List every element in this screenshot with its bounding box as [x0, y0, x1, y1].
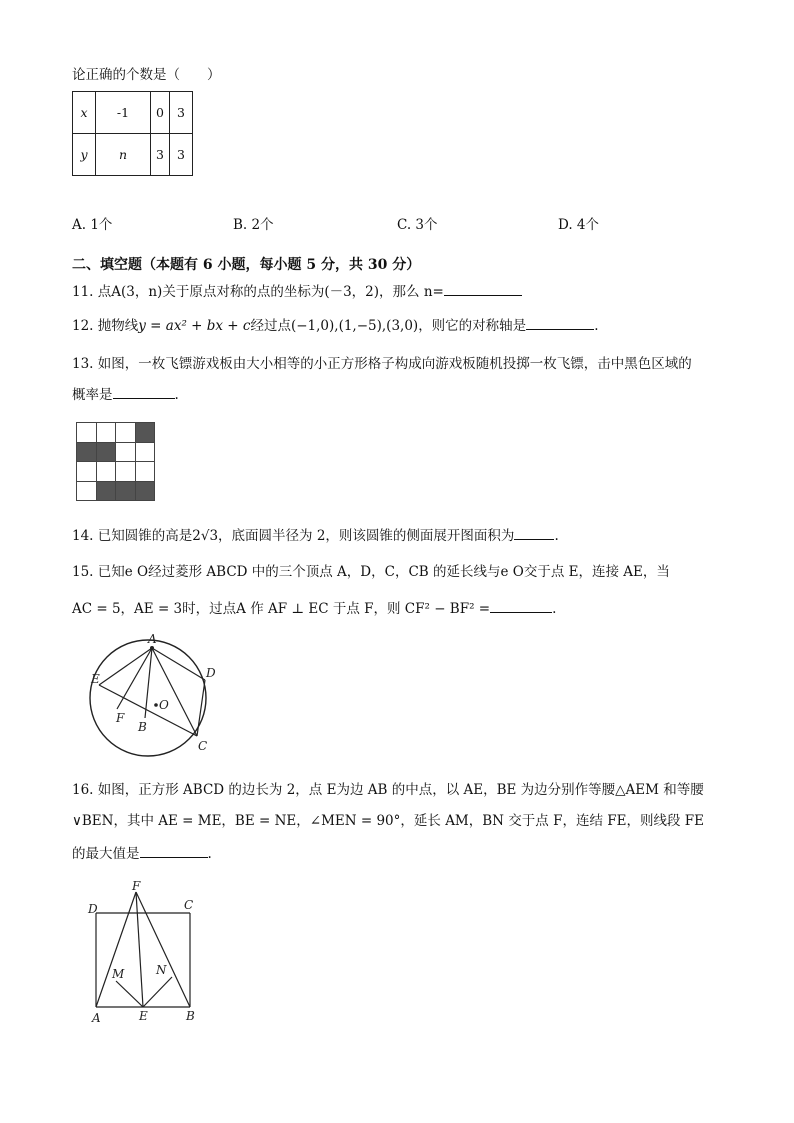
label-b: B [186, 1009, 195, 1023]
question-16-line2: ∨BEN，其中 AE = ME，BE = NE，∠MEN = 90°，延长 AM，BN 交于点 F，连结 FE，则线段 FE [72, 813, 704, 829]
question-16-line3-text: 的最大值是 [72, 846, 140, 862]
question-14-value: 2√3 [192, 528, 219, 544]
table-row [73, 134, 193, 176]
grid-cell [115, 461, 136, 482]
table-cell: 3 [170, 134, 193, 176]
answer-blank [490, 600, 552, 613]
dartboard-grid [76, 422, 154, 500]
table-cell: 3 [170, 92, 193, 134]
grid-cell [135, 481, 156, 502]
option-c: C. 3个 [397, 217, 438, 233]
question-14-prefix: 14. 已知圆锥的高是 [72, 528, 193, 544]
question-16-line3 [72, 845, 212, 863]
label-c: C [184, 898, 194, 912]
period: . [174, 387, 179, 403]
grid-cell [76, 422, 97, 443]
period: . [594, 318, 599, 334]
option-d: D. 4个 [558, 217, 600, 233]
question-16-line1: 16. 如图，正方形 ABCD 的边长为 2，点 E为边 AB 的中点，以 AE，BE 为边分别作等腰△AEM 和等腰 [72, 782, 704, 798]
question-12-suffix: ，则它的对称轴是 [418, 318, 527, 334]
grid-cell [76, 461, 97, 482]
table-cell: n [96, 134, 151, 176]
table-cell: 0 [151, 92, 170, 134]
label-o: O [159, 698, 169, 712]
question-14 [72, 527, 559, 545]
label-d: D [206, 666, 216, 680]
question-12-middle: 经过点 [250, 318, 291, 334]
label-f: F [116, 711, 125, 725]
question-15-line2 [72, 600, 556, 618]
answer-blank [113, 386, 175, 399]
section-title: 二、填空题（本题有 6 小题，每小题 5 分，共 30 分） [72, 257, 421, 273]
period: . [207, 846, 212, 862]
question-12-points: (−1,0),(1,−5),(3,0) [290, 318, 419, 334]
table-cell: y [73, 134, 96, 176]
table-cell: -1 [96, 92, 151, 134]
label-e: E [91, 672, 100, 686]
grid-cell [96, 442, 117, 463]
label-d: D [88, 902, 98, 916]
question-15-line2-text: AC = 5，AE = 3时，过点A 作 AF ⊥ EC 于点 F，则 CF² − BF² = [72, 601, 491, 617]
grid-cell [96, 422, 117, 443]
question-13-line2-text: 概率是 [72, 387, 113, 403]
label-a: A [92, 1011, 101, 1025]
grid-cell [115, 422, 136, 443]
question-11 [72, 283, 522, 301]
label-n: N [156, 963, 167, 977]
period: . [554, 528, 559, 544]
question-14-suffix: ，底面圆半径为 2，则该圆锥的侧面展开图面积为 [218, 528, 515, 544]
question-11-text: 11. 点A(3，n)关于原点对称的点的坐标为(－3，2)，那么 n= [72, 284, 444, 300]
question-15-line1: 15. 已知e O经过菱形 ABCD 中的三个顶点 A，D，C，CB 的延长线与e O交于点 E，连接 AE，当 [72, 564, 670, 580]
grid-cell [76, 442, 97, 463]
table-row [73, 92, 193, 134]
label-m: M [112, 967, 125, 981]
grid-cell [115, 442, 136, 463]
period: . [552, 601, 557, 617]
label-b: B [138, 720, 147, 734]
answer-blank [444, 283, 522, 296]
label-c: C [198, 739, 208, 753]
q10-tail: 论正确的个数是（ ） [72, 67, 221, 83]
label-e: E [139, 1009, 148, 1023]
option-a: A. 1个 [72, 217, 113, 233]
question-13-line1: 13. 如图，一枚飞镖游戏板由大小相等的小正方形格子构成向游戏板随机投掷一枚飞镖，击中黑色区域的 [72, 356, 692, 372]
grid-cell [96, 481, 117, 502]
option-b: B. 2个 [233, 217, 274, 233]
answer-blank [140, 845, 208, 858]
grid-cell [76, 481, 97, 502]
grid-cell [135, 442, 156, 463]
xy-table [72, 91, 193, 176]
label-f: F [132, 880, 141, 893]
label-a: A [148, 632, 157, 646]
table-cell: x [73, 92, 96, 134]
grid-cell [135, 422, 156, 443]
square-triangle-figure [86, 880, 206, 1025]
answer-blank [526, 317, 594, 330]
question-12-prefix: 12. 抛物线 [72, 318, 139, 334]
answer-blank [514, 527, 554, 540]
circle-rhombus-figure [86, 632, 226, 757]
question-13-line2 [72, 386, 179, 404]
question-12 [72, 317, 598, 335]
grid-cell [115, 481, 136, 502]
grid-cell [96, 461, 117, 482]
question-12-equation: y = ax² + bx + c [138, 318, 251, 334]
grid-cell [135, 461, 156, 482]
table-cell: 3 [151, 134, 170, 176]
